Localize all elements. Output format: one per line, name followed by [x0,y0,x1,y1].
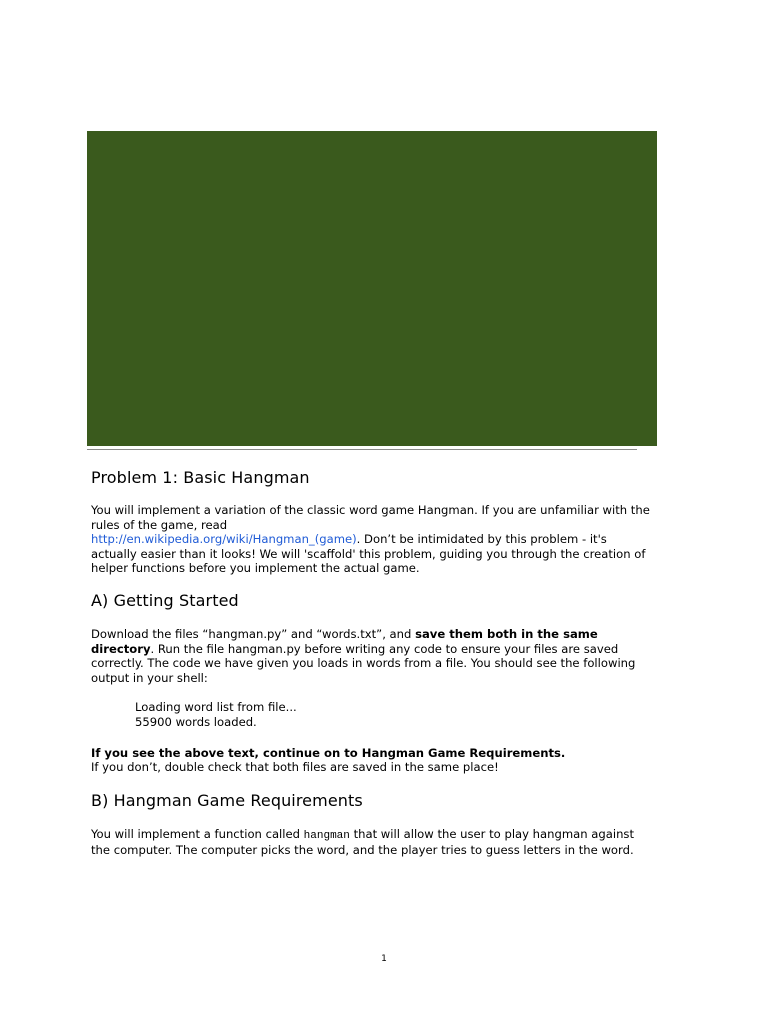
document-body [91,466,651,858]
section-a-title: A) Getting Started [91,590,239,610]
download-text-before: Download the files “hangman.py” and “words.txt”, and [91,626,416,641]
continue-instruction-bold: If you see the above text, continue on to Hangman Game Requirements. [91,745,566,760]
continue-instruction-paragraph [91,746,651,775]
section-b-title: B) Hangman Game Requirements [91,790,363,810]
page-number: 1 [381,954,387,964]
requirements-text-before-code: You will implement a function called [91,826,304,841]
shell-output-block [91,700,651,729]
intro-text-before-link: You will implement a variation of the classic word game Hangman. If you are unfamiliar with the rules of the game, read [91,503,650,532]
hangman-function-name: hangman [303,829,350,842]
shell-output-line: Loading word list from file... [135,700,297,715]
divider-rule [87,449,637,450]
save-directory-emphasis: save them both in the same directory [91,626,598,656]
shell-output-line: 55900 words loaded. [135,714,257,729]
download-paragraph [91,627,651,685]
double-check-text: If you don’t, double check that both files are saved in the same place! [91,760,499,775]
hangman-wikipedia-link[interactable]: http://en.wikipedia.org/wiki/Hangman_(game) [91,532,357,547]
requirements-paragraph [91,827,651,858]
problem-title: Problem 1: Basic Hangman [91,468,310,487]
intro-text-after-link: . Don’t be intimidated by this problem - it's actually easier than it looks! We will 'scaffold' this problem, guiding you through the creation of helper functions before you implement the actual game. [91,532,646,576]
requirements-text-after-code: that will allow the user to play hangman against the computer. The computer picks the word, and the player tries to guess letters in the word. [91,826,634,858]
problem-intro-paragraph [91,503,651,576]
download-text-after: . Run the file hangman.py before writing any code to ensure your files are saved correctly. The code we have given you loads in words from a file. You should see the following output in your shell: [91,641,636,685]
header-banner-image [87,131,657,446]
